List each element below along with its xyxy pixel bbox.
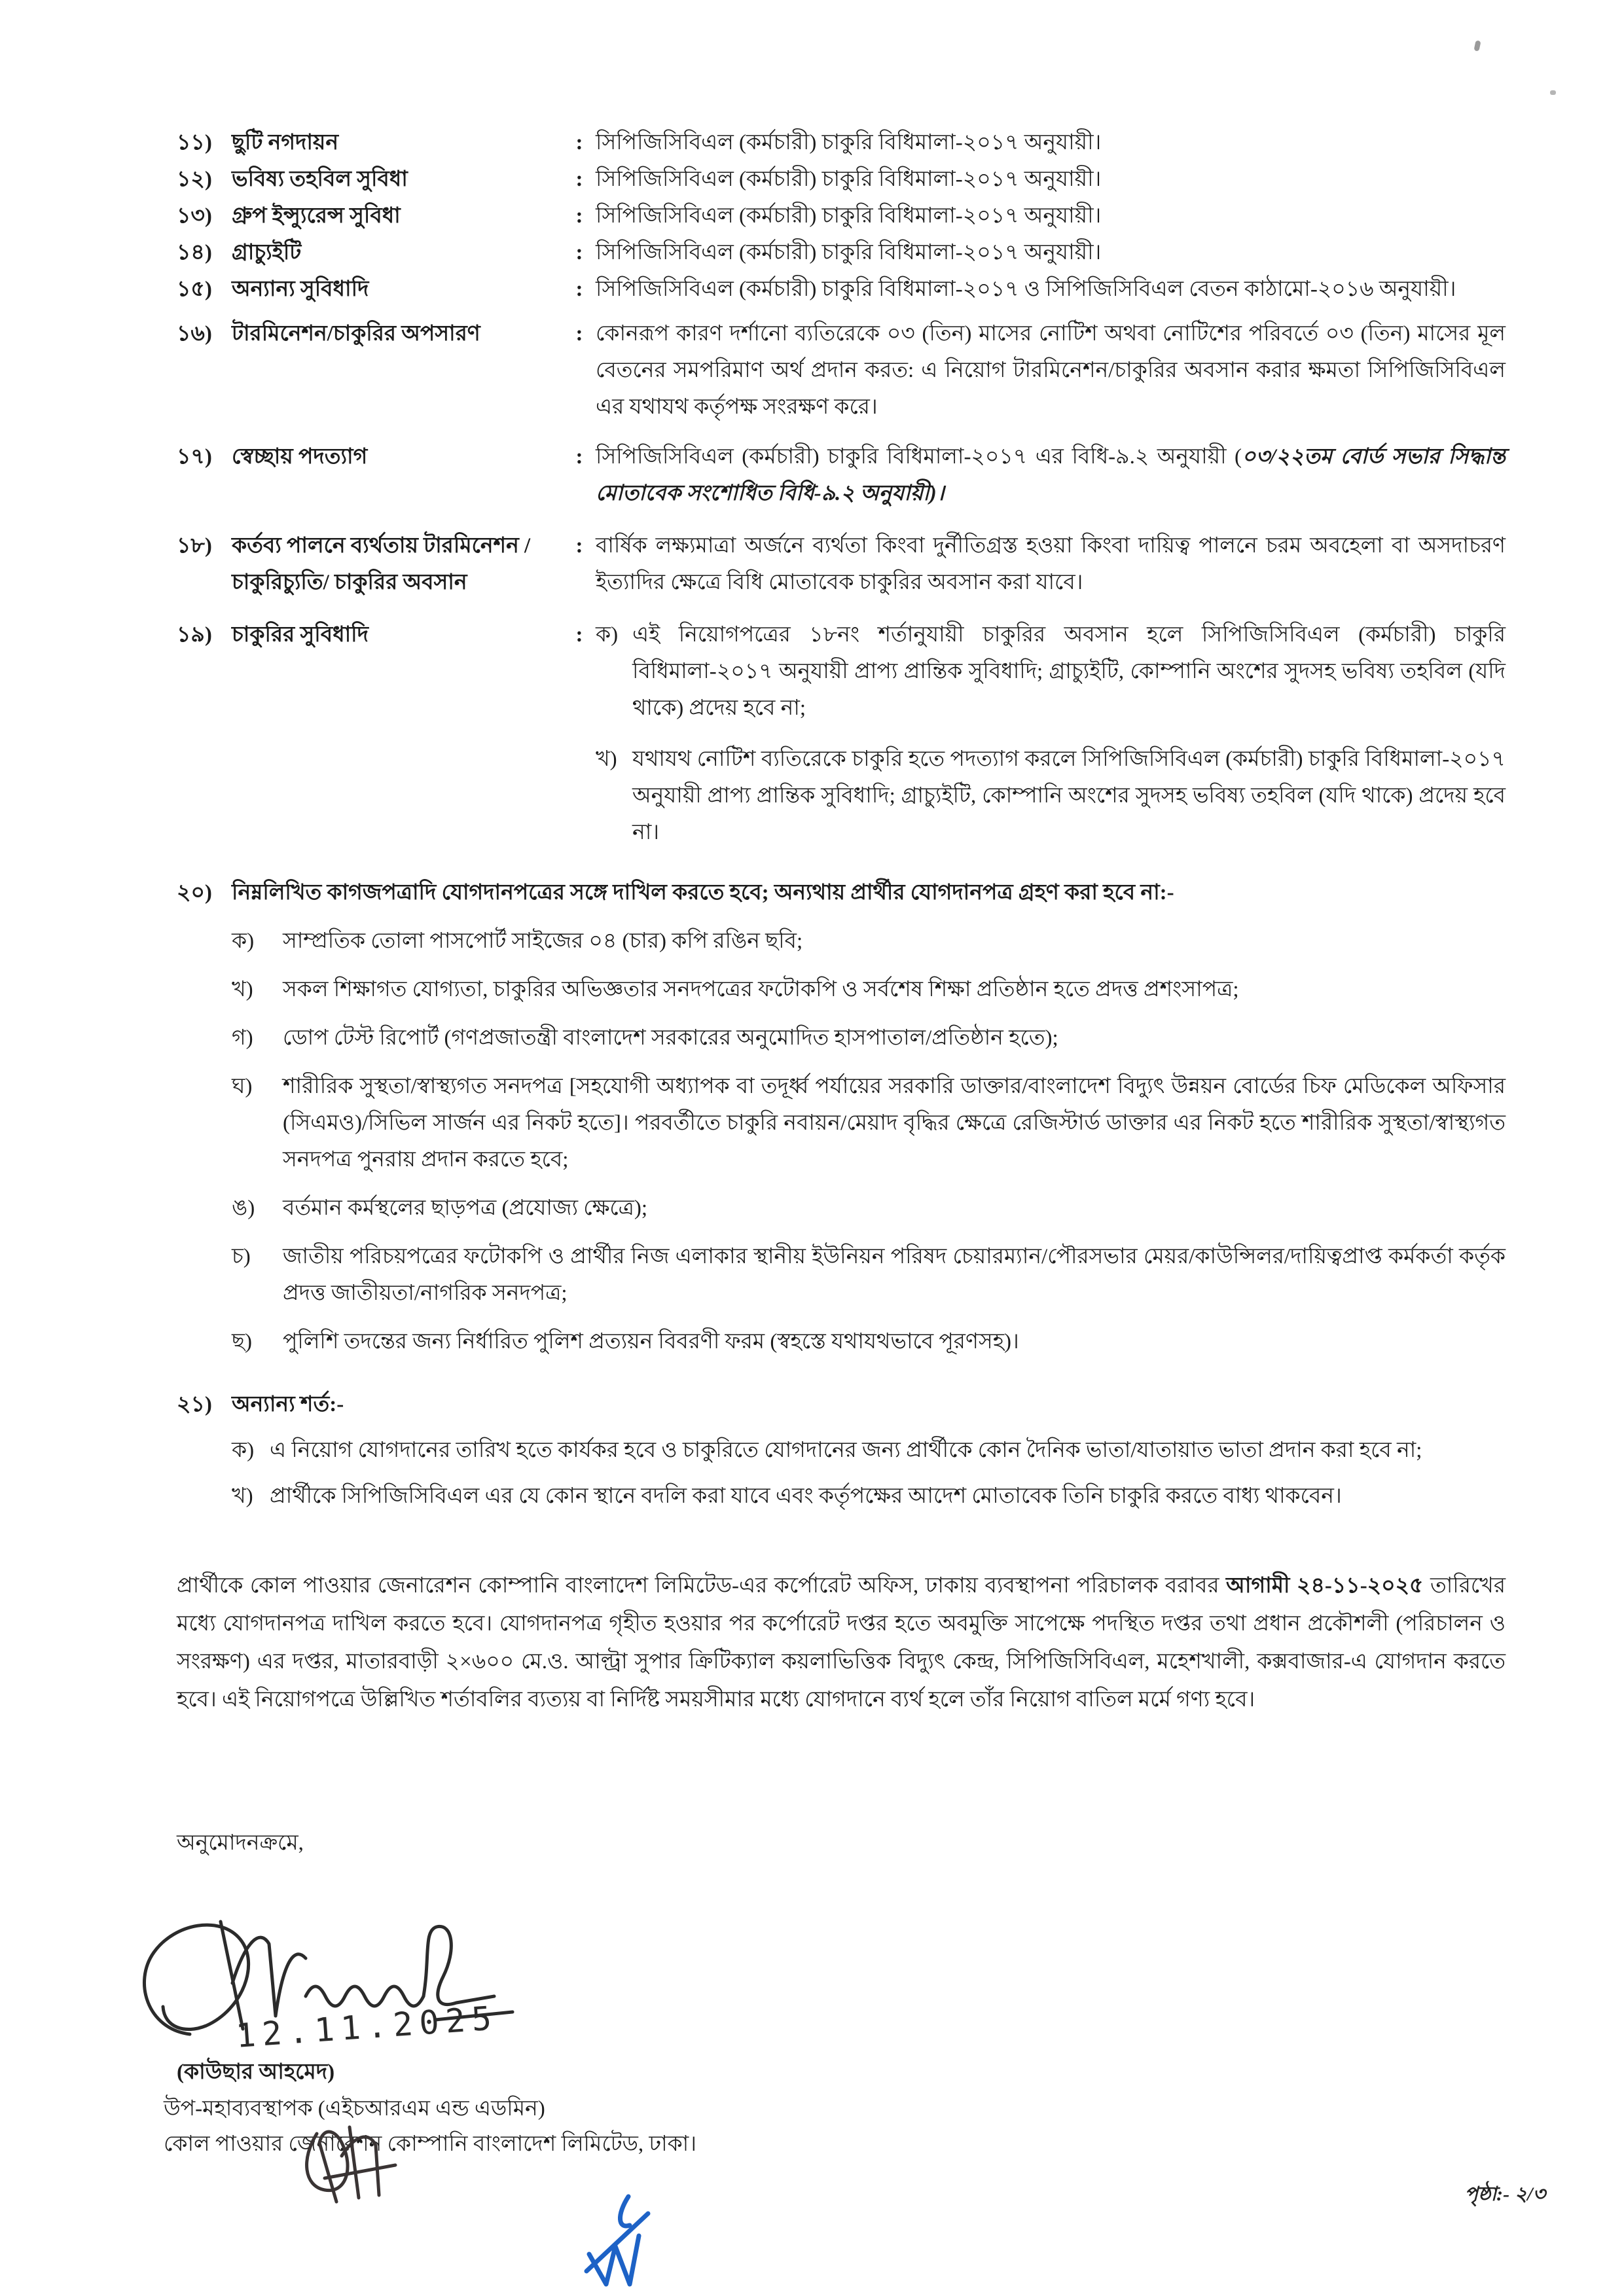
separator-colon: : — [575, 241, 583, 264]
page-number: পৃষ্ঠা:- ২/৩ — [1464, 2183, 1545, 2205]
section-21-header — [177, 1386, 1506, 1423]
term-label: স্বেচ্ছায় পদত্যাগ — [232, 445, 368, 469]
term-label: ছুটি নগদায়ন — [232, 131, 339, 154]
term-row-15 — [177, 271, 1506, 308]
term-value: সিপিজিসিবিএল (কর্মচারী) চাকুরি বিধিমালা-২০১৭ অনুযায়ী। — [596, 131, 1102, 154]
separator-colon: : — [575, 168, 583, 191]
document-item-uma — [232, 1190, 1506, 1227]
item-marker: ছ) — [232, 1330, 252, 1354]
subitem-text: যথাযথ নোটিশ ব্যতিরেকে চাকুরি হতে পদত্যাগ করলে সিপিজিসিবিএল (কর্মচারী) চাকুরি বিধিমালা-২০১৭ অনুযায়ী প্রাপ্য প্রান্তিক সুবিধাদি; গ্রাচ্যুইটি, কোম্পানি অংশের সুদসহ ভবিষ্য তহবিল (যদি থাকে) প্রদেয় হবে না। — [632, 747, 1506, 844]
term-row-19 — [177, 617, 1506, 851]
term-value: সিপিজিসিবিএল (কর্মচারী) চাকুরি বিধিমালা-২০১৭ অনুযায়ী। — [596, 168, 1102, 191]
item-marker: খ) — [232, 1484, 253, 1508]
term-value: কোনরূপ কারণ দর্শানো ব্যতিরেকে ০৩ (তিন) মাসের নোটিশ অথবা নোটিশের পরিবর্তে ০৩ (তিন) মাসের মূল বেতনের সমপরিমাণ অর্থ প্রদান করত: এ নিয়োগ টারমিনেশন/চাকুরির অবসান করার ক্ষমতা সিপিজিসিবিএল এর যথাযথ কর্তৃপক্ষ সংরক্ষণ করে। — [596, 322, 1506, 419]
joining-instructions-paragraph — [177, 1567, 1506, 1719]
term-row-11 — [177, 124, 1506, 161]
signatory-name: (কাউছার আহমেদ) — [177, 2060, 335, 2084]
item-text: প্রার্থীকে সিপিজিসিবিএল এর যে কোন স্থানে বদলি করা যাবে এবং কর্তৃপক্ষের আদেশ মোতাবেক তিনি চাকুরি করতে বাধ্য থাকবেন। — [270, 1484, 1342, 1508]
term-label: অন্যান্য সুবিধাদি — [232, 278, 369, 301]
blue-initial-mark — [571, 2191, 659, 2296]
term-label: টারমিনেশন/চাকুরির অপসারণ — [232, 322, 480, 346]
black-initial-mark — [296, 2115, 404, 2207]
section-21-items — [232, 1432, 1506, 1515]
separator-colon: : — [575, 534, 583, 558]
item-text: সাম্প্রতিক তোলা পাসপোর্ট সাইজের ০৪ (চার) কপি রঙিন ছবি; — [283, 929, 803, 953]
signatory-designation: উপ-মহাব্যবস্থাপক (এইচআরএম এন্ড এডমিন) — [164, 2097, 545, 2121]
item-marker: গ) — [232, 1026, 253, 1050]
separator-colon: : — [575, 623, 583, 647]
term-value: বার্ষিক লক্ষ্যমাত্রা অর্জনে ব্যর্থতা কিংবা দুর্নীতিগ্রস্ত হওয়া কিংবা দায়িত্ব পালনে চরম অবহেলা বা অসদাচরণ ইত্যাদির ক্ষেত্রে বিধি মোতাবেক চাকুরির অবসান করা যাবে। — [596, 534, 1506, 594]
section-20-header — [177, 874, 1506, 911]
closing-text-part2: তারিখের মধ্যে যোগদানপত্র দাখিল করতে হবে। যোগদানপত্র গৃহীত হওয়ার পর কর্পোরেট দপ্তর হতে অবমুক্তি সাপেক্ষে পদস্থিত দপ্তর তথা প্রধান প্রকৌশলী (পরিচালন ও সংরক্ষণ) এর দপ্তর, মাতারবাড়ী ২×৬০০ মে.ও. আল্ট্রা সুপার ক্রিটিক্যাল কয়লাভিত্তিক বিদ্যুৎ কেন্দ্র, সিপিজিসিবিএল, মহেশখালী, কক্সবাজার-এ যোগদান করতে হবে। এই নিয়োগপত্রে উল্লিখিত শর্তাবলির ব্যত্যয় বা নির্দিষ্ট সময়সীমার মধ্যে যোগদানে ব্যর্থ হলে তাঁর নিয়োগ বাতিল মর্মে গণ্য হবে। — [177, 1574, 1506, 1712]
signature-block — [164, 1825, 1093, 2156]
signatory-organization: কোল পাওয়ার জেনারেশন কোম্পানি বাংলাদেশ লিমিটেড, ঢাকা। — [164, 2132, 697, 2156]
term-number: ১১) — [177, 131, 212, 154]
item-marker: ক) — [232, 1439, 255, 1462]
term-row-14 — [177, 234, 1506, 271]
term-label: গ্রাচ্যুইটি — [232, 241, 302, 264]
separator-colon: : — [575, 445, 583, 469]
item-text: সকল শিক্ষাগত যোগ্যতা, চাকুরির অভিজ্ঞতার সনদপত্রের ফটোকপি ও সর্বশেষ শিক্ষা প্রতিষ্ঠান হতে প্রদত্ত প্রশংসাপত্র; — [283, 978, 1239, 1001]
item-text: বর্তমান কর্মস্থলের ছাড়পত্র (প্রযোজ্য ক্ষেত্রে); — [283, 1196, 648, 1220]
item-text: পুলিশি তদন্তের জন্য নির্ধারিত পুলিশ প্রত্যয়ন বিবরণী ফরম (স্বহস্তে যথাযথভাবে পূরণসহ)। — [283, 1330, 1019, 1354]
closing-text-part1: প্রার্থীকে কোল পাওয়ার জেনারেশন কোম্পানি বাংলাদেশ লিমিটেড-এর কর্পোরেট অফিস, ঢাকায় ব্যবস্থাপনা পরিচালক বরাবর — [177, 1574, 1227, 1598]
term-row-16 — [177, 315, 1506, 425]
item-marker: ক) — [232, 929, 255, 953]
document-item-cha — [232, 1238, 1506, 1312]
term-number: ১৭) — [177, 445, 212, 469]
document-item-ga — [232, 1020, 1506, 1056]
scan-speck — [1550, 90, 1556, 95]
term-value-prefix: সিপিজিসিবিএল (কর্মচারী) চাকুরি বিধিমালা-২০১৭ এর বিধি-৯.২ অনুযায়ী ( — [596, 445, 1242, 469]
term-value: সিপিজিসিবিএল (কর্মচারী) চাকুরি বিধিমালা-২০১৭ অনুযায়ী। — [596, 204, 1102, 228]
document-item-chha — [232, 1323, 1506, 1360]
scan-speck — [1473, 40, 1481, 51]
letter-body — [177, 124, 1506, 1719]
term-value: সিপিজিসিবিএল (কর্মচারী) চাকুরি বিধিমালা-২০১৭ ও সিপিজিসিবিএল বেতন কাঠামো-২০১৬ অনুযায়ী। — [596, 278, 1456, 301]
subitem-marker: খ) — [596, 747, 617, 771]
term-number: ১৩) — [177, 204, 212, 228]
term-value-amended-rule: ০৩/২২তম বোর্ড সভার সিদ্ধান্ত মোতাবেক সংশোধিত বিধি-৯.২ অনুযায়ী — [596, 445, 1506, 505]
item-text: শারীরিক সুস্থতা/স্বাস্থ্যগত সনদপত্র [সহযোগী অধ্যাপক বা তদূর্ধ্ব পর্যায়ের সরকারি ডাক্তার/বাংলাদেশ বিদ্যুৎ উন্নয়ন বোর্ডের চিফ মেডিকেল অফিসার (সিএমও)/সিভিল সার্জন এর নিকট হতে]। পরবর্তীতে চাকুরি নবায়ন/মেয়াদ বৃদ্ধির ক্ষেত্রে রেজিস্টার্ড ডাক্তার এর নিকট হতে শারীরিক সুস্থতা/স্বাস্থ্যগত সনদপত্র পুনরায় প্রদান করতে হবে; — [283, 1075, 1506, 1172]
item-text: এ নিয়োগ যোগদানের তারিখ হতে কার্যকর হবে ও চাকুরিতে যোগদানের জন্য প্রার্থীকে কোন দৈনিক ভাতা/যাতায়াত ভাতা প্রদান করা হবে না; — [270, 1439, 1422, 1462]
section-heading: অন্যান্য শর্ত:- — [232, 1393, 344, 1416]
section-number: ২১) — [177, 1393, 212, 1416]
joining-deadline-date: আগামী ২৪-১১-২০২৫ — [1226, 1574, 1424, 1598]
subitem-text: এই নিয়োগপত্রের ১৮নং শর্তানুযায়ী চাকুরির অবসান হলে সিপিজিসিবিএল (কর্মচারী) চাকুরি বিধিমালা-২০১৭ অনুযায়ী প্রাপ্য প্রান্তিক সুবিধাদি; গ্রাচ্যুইটি, কোম্পানি অংশের সুদসহ ভবিষ্য তহবিল (যদি থাকে) প্রদেয় হবে না; — [632, 623, 1506, 720]
item-marker: খ) — [232, 978, 253, 1001]
item-marker: চ) — [232, 1245, 251, 1268]
item-text: ডোপ টেস্ট রিপোর্ট (গণপ্রজাতন্ত্রী বাংলাদেশ সরকারের অনুমোদিত হাসপাতাল/প্রতিষ্ঠান হতে); — [283, 1026, 1058, 1050]
term-number: ১৯) — [177, 623, 212, 647]
term-number: ১৪) — [177, 241, 212, 264]
item-marker: ঘ) — [232, 1075, 253, 1098]
item-marker: ঙ) — [232, 1196, 255, 1220]
separator-colon: : — [575, 322, 583, 346]
salutation: অনুমোদনক্রমে, — [177, 1831, 304, 1855]
term-row-18 — [177, 528, 1506, 601]
other-condition-kha — [232, 1478, 1506, 1515]
other-condition-ka — [232, 1432, 1506, 1469]
term19-subitem-ka — [596, 617, 1506, 726]
term19-subitem-kha — [596, 741, 1506, 851]
document-item-gha — [232, 1068, 1506, 1178]
subitem-marker: ক) — [596, 623, 619, 647]
term-label: গ্রুপ ইন্স্যুরেন্স সুবিধা — [232, 204, 401, 228]
document-item-ka — [232, 923, 1506, 960]
term-number: ১৬) — [177, 322, 212, 346]
term-number: ১৫) — [177, 278, 212, 301]
document-item-kha — [232, 971, 1506, 1008]
signature-date-handwritten: 12.11.2025 — [234, 1999, 499, 2055]
separator-colon: : — [575, 204, 583, 228]
term-label: ভবিষ্য তহবিল সুবিধা — [232, 168, 408, 191]
term-row-17 — [177, 439, 1506, 512]
separator-colon: : — [575, 131, 583, 154]
separator-colon: : — [575, 278, 583, 301]
term-row-12 — [177, 161, 1506, 198]
term-value-suffix: )। — [929, 482, 945, 505]
term-number: ১৮) — [177, 534, 212, 558]
section-20-items — [232, 923, 1506, 1360]
term-value — [596, 439, 1506, 512]
term-row-13 — [177, 198, 1506, 234]
item-text: জাতীয় পরিচয়পত্রের ফটোকপি ও প্রার্থীর নিজ এলাকার স্থানীয় ইউনিয়ন পরিষদ চেয়ারম্যান/পৌরসভার মেয়র/কাউন্সিলর/দায়িত্বপ্রাপ্ত কর্মকর্তা কর্তৃক প্রদত্ত জাতীয়তা/নাগরিক সনদপত্র; — [283, 1245, 1506, 1305]
term-value-list — [596, 617, 1506, 851]
section-heading: নিম্নলিখিত কাগজপত্রাদি যোগদানপত্রের সঙ্গে দাখিল করতে হবে; অন্যথায় প্রার্থীর যোগদানপত্র গ্রহণ করা হবে না:- — [232, 881, 1174, 905]
term-label: কর্তব্য পালনে ব্যর্থতায় টারমিনেশন /চাকুরিচ্যুতি/ চাকুরির অবসান — [232, 534, 531, 594]
term-label: চাকুরির সুবিধাদি — [232, 623, 369, 647]
term-number: ১২) — [177, 168, 212, 191]
section-number: ২০) — [177, 881, 212, 905]
term-value: সিপিজিসিবিএল (কর্মচারী) চাকুরি বিধিমালা-২০১৭ অনুযায়ী। — [596, 241, 1102, 264]
